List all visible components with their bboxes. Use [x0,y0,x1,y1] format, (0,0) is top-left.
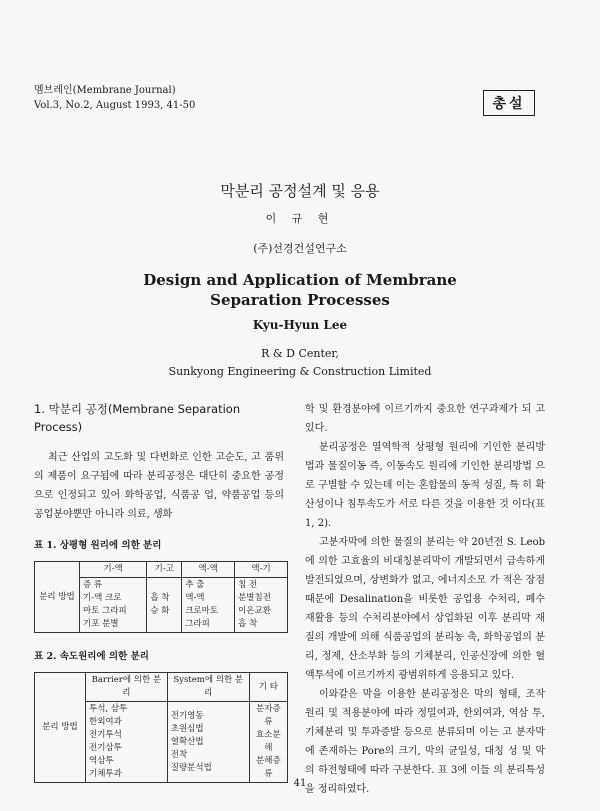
english-affiliation-line2: Sunkyong Engineering & Construction Limited [168,365,432,378]
table1-header: 기-고 [147,562,182,578]
korean-author: 이 규 현 [265,212,335,225]
english-author: Kyu-Hyun Lee [252,318,348,332]
english-affiliation [0,345,600,381]
english-title [0,270,600,310]
table1-header: 액-기 [235,562,288,578]
english-affiliation-line1: R & D Center, [261,347,339,360]
body-paragraph: 분리공정은 열역학적 상평형 원리에 기인한 분리방 법과 물질이동 즉, 이동속도 원리에 기인한 분리방법 으로 구별할 수 있는데 이는 혼합물의 동적 성질, 특 히 확산성이나 침투속도가 서로 다른 것을 이용한 것 이다(표 1, 2). [305,442,545,529]
table1-cell: 흡 착 승 화 [147,578,182,633]
table1-header: 기-액 [80,562,147,578]
body-paragraph: 고분자막에 의한 물질의 분리는 약 20년전 S. Leob에 의한 고효율의 비대칭분리막이 개발되면서 급속하게 발전되었으며, 상변화가 없고, 에너지소모 가 적은 장점 때문에 Desalination을 비롯한 공업용 수처리, 폐수 재활용 등의 수처리분야에서 상업화된 이후 분리막 재질의 개발에 의해 식품공업의 분리농 축, 화학공업의 분리, 정제, 산소부화 등의 기체분리, 인공신장에 의한 혈액투석에 이르기까지 광범위하게 응용되고 있다. [305,537,545,681]
table1-header: 액-액 [182,562,235,578]
table-header-row [35,673,288,702]
body-paragraph: 이와같은 막을 이용한 분리공정은 막의 형태, 조작 원리 및 적용분야에 따라 정밀여과, 한외여과, 역삼 투, 기체분리 및 투과증발 등으로 분류되며 이는 고 분자막에 존재하는 Pore의 크기, 막의 균일성, 대칭 성 및 막의 하전형태에 따라 구분한다. 표 3에 이들 의 분리특성을 정리하였다. [305,689,545,795]
table1 [34,561,288,633]
intro-paragraph: 최근 산업의 고도화 및 다변화로 인한 고순도, 고 품위의 제품이 요구됨에 따라 분리공정은 대단히 중요한 공정으로 인정되고 있어 화학공업, 식품공 업, 약품공업 등의 공업분야뿐만 아니라 의료, 생화 [34,452,284,520]
table1-row-label: 분리 방법 [35,562,80,633]
right-column [305,400,545,799]
english-title-line1: Design and Application of Membrane [143,271,457,289]
journal-name: 멤브레인(Membrane Journal) [34,85,176,96]
table1-cell: 침 전 분별침전 이온교환 흡 착 [235,578,288,633]
table-header-row [35,562,288,578]
table2-row-label: 분리 방법 [35,673,86,783]
table2 [34,672,288,783]
article-type-badge: 총설 [483,90,535,116]
table1-cell: 증 류 기-액 크로 마토 그라피 기포 분별 [80,578,147,633]
table2-cell: 전기영동 초원심법 열확산법 전착 질량분석법 [167,702,249,783]
table2-caption: 표 2. 속도원리에 의한 분리 [34,651,149,662]
body-paragraph: 학 및 환경분야에 이르기까지 중요한 연구과제가 되 고 있다. [305,404,545,434]
left-column [34,400,284,783]
korean-affiliation: (주)선경건설연구소 [253,242,347,255]
korean-title: 막분리 공정설계 및 응용 [220,182,380,200]
table2-header: Barrier에 의한 분리 [86,673,168,702]
journal-citation: Vol.3, No.2, August 1993, 41-50 [34,100,196,111]
english-title-line2: Separation Processes [210,291,390,309]
section-heading: 1. 막분리 공정(Membrane Separation Process) [34,402,241,434]
table1-caption: 표 1. 상평형 원리에 의한 분리 [34,540,162,551]
table2-header: System에 의한 분리 [167,673,249,702]
table2-cell: 투석, 삼투 한외여과 전기투석 전기삼투 역삼투 기체투과 [86,702,168,783]
table1-cell: 추 출 액-액 크로마토 그라피 [182,578,235,633]
page-number: 41 [293,778,307,789]
table2-cell: 분자증류 효소분해 분해증류 [249,702,287,783]
table2-header: 기 타 [249,673,287,702]
